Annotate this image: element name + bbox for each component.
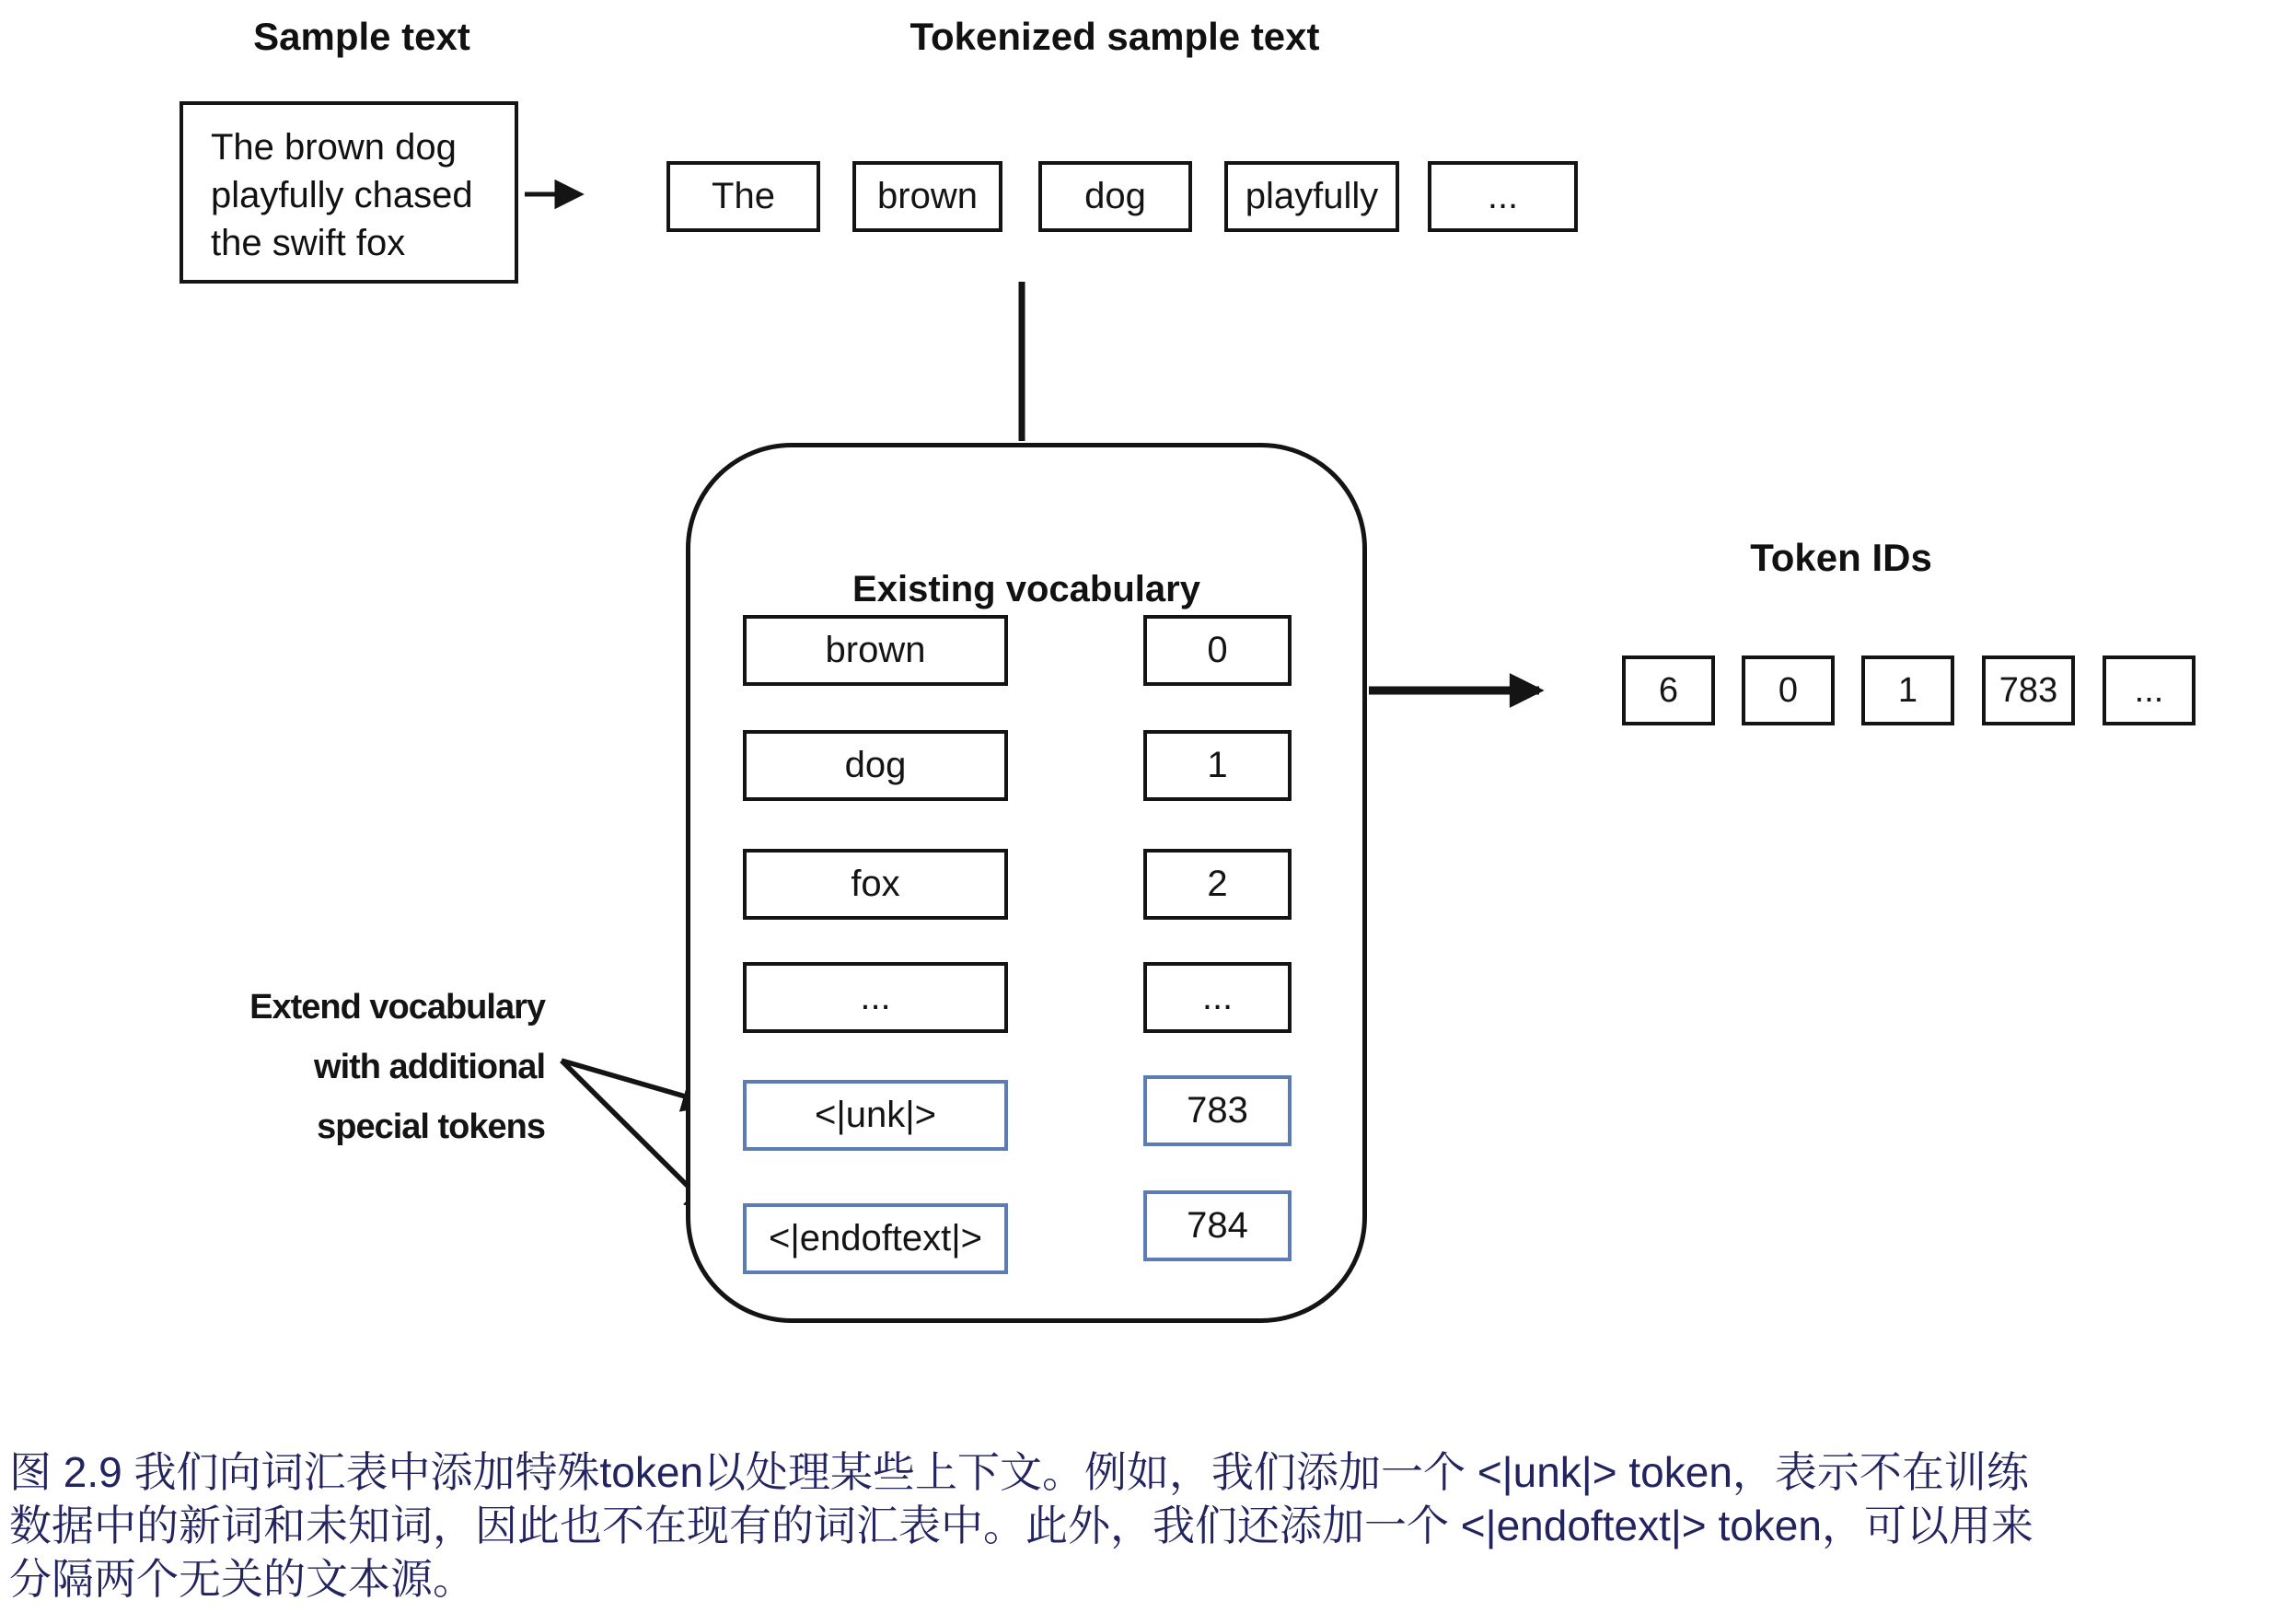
tokenized-sample-text-heading: Tokenized sample text: [909, 15, 1320, 58]
vocab-id-ellipsis: ...: [1143, 962, 1292, 1033]
token-id-box-0: 0: [1742, 655, 1835, 725]
caption-line: 数据中的新词和未知词，因此也不在现有的词汇表中。此外，我们还添加一个 <|endoftext|> token，可以用来: [9, 1502, 2033, 1549]
token-id-box-6: 6: [1622, 655, 1715, 725]
token-id-box-783: 783: [1982, 655, 2075, 725]
vocab-word-brown: brown: [743, 615, 1008, 686]
vocab-id-783: 783: [1143, 1075, 1292, 1146]
annotation-line: special tokens: [317, 1108, 545, 1146]
token-id-box-ellipsis: ...: [2103, 655, 2196, 725]
token-box-dog: dog: [1038, 161, 1192, 232]
vocab-word-dog: dog: [743, 730, 1008, 801]
sample-text-line: playfully chased: [211, 175, 473, 215]
vocab-word-fox: fox: [743, 849, 1008, 920]
figure-caption: [9, 1445, 2283, 1606]
token-box-playfully: playfully: [1224, 161, 1399, 232]
extend-vocabulary-annotation: [221, 978, 545, 1157]
caption-line: 分隔两个无关的文本源。: [9, 1555, 475, 1603]
vocab-word-ellipsis: ...: [743, 962, 1008, 1033]
sample-text-heading: Sample text: [253, 15, 470, 58]
vocab-id-784: 784: [1143, 1190, 1292, 1261]
vocab-word-endoftext-token: <|endoftext|>: [743, 1203, 1008, 1274]
sample-text-line: The brown dog: [211, 127, 457, 168]
annotation-line: with additional: [314, 1048, 545, 1086]
sample-text-line: the swift fox: [211, 223, 406, 263]
annotation-line: Extend vocabulary: [249, 988, 545, 1027]
token-box-ellipsis: ...: [1428, 161, 1578, 232]
vocab-id-1: 1: [1143, 730, 1292, 801]
token-id-box-1: 1: [1861, 655, 1954, 725]
caption-line: 图 2.9 我们向词汇表中添加特殊token以处理某些上下文。例如，我们添加一个 <|unk|> token，表示不在训练: [9, 1448, 2029, 1496]
token-box-brown: brown: [852, 161, 1002, 232]
existing-vocabulary-heading: Existing vocabulary: [852, 569, 1200, 609]
vocab-id-2: 2: [1143, 849, 1292, 920]
vocab-word-unk-token: <|unk|>: [743, 1080, 1008, 1151]
token-ids-heading: Token IDs: [1750, 536, 1932, 579]
sample-text-box: [180, 101, 518, 284]
token-box-the: The: [666, 161, 820, 232]
vocab-id-0: 0: [1143, 615, 1292, 686]
